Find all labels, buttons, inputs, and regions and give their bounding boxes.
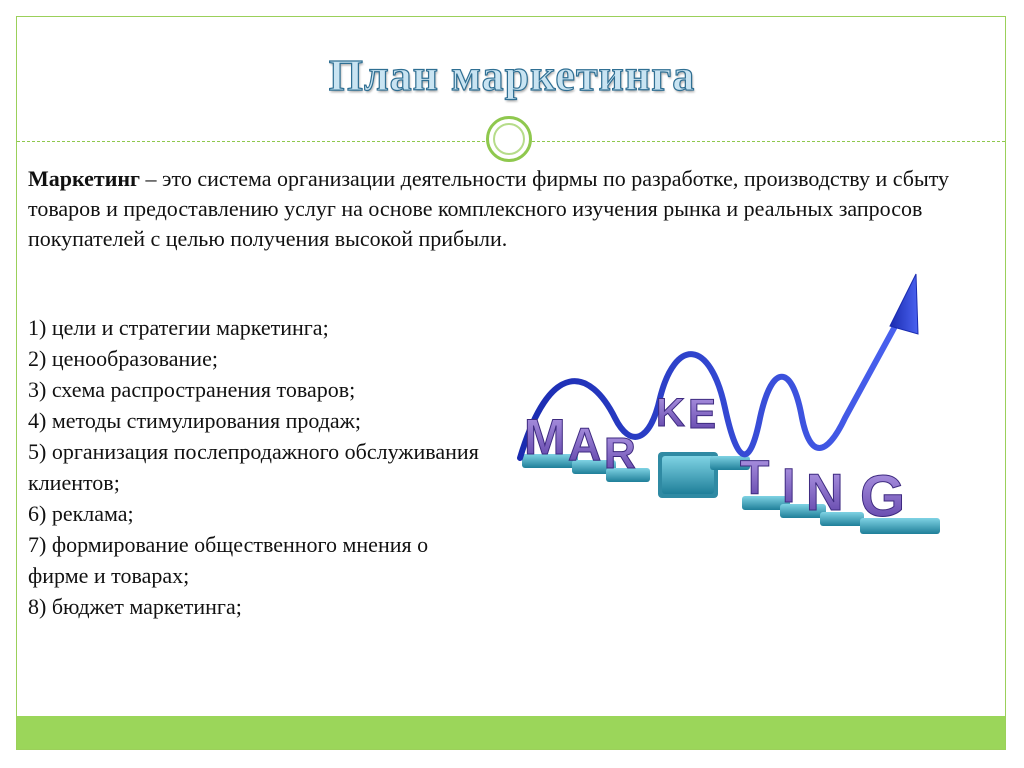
definition-text: – это система организации деятельности фирмы по разработке, производству и сбыту товаров и предоставлению услуг на основе комплексного изучения рынка и реальных запросов покупателей с целью получения высокой прибыли. [28,166,950,251]
circle-ornament-icon [486,116,532,162]
list-item: 5) организация послепродажного обслуживания клиентов; [28,439,479,495]
list-item: 3) схема распространения товаров; [28,377,356,402]
letter-e: E [688,390,717,437]
list-item: 1) цели и стратегии маркетинга; [28,315,329,340]
list-item: 2) ценообразование; [28,346,218,371]
plan-items-list [28,312,488,622]
list-item: 4) методы стимулирования продаж; [28,408,361,433]
definition-paragraph [28,164,978,254]
list-item: 7) формирование общественного мнения о фирме и товарах; [28,532,429,588]
letter-k: K [656,391,685,435]
letter-n: N [806,464,844,522]
slide-title: План маркетинга [328,51,696,100]
letter-a: A [568,418,602,470]
definition-term: Маркетинг [28,166,141,191]
letter-i: I [782,460,796,513]
list-item: 6) реклама; [28,501,134,526]
arrow-up-icon [890,274,918,334]
letter-m: M [524,409,566,465]
list-item: 8) бюджет маркетинга; [28,594,242,619]
letter-t: T [740,452,770,505]
marketing-illustration [510,268,950,558]
footer-bar [17,716,1005,749]
letter-r: R [604,429,636,478]
letter-g: G [860,464,906,529]
